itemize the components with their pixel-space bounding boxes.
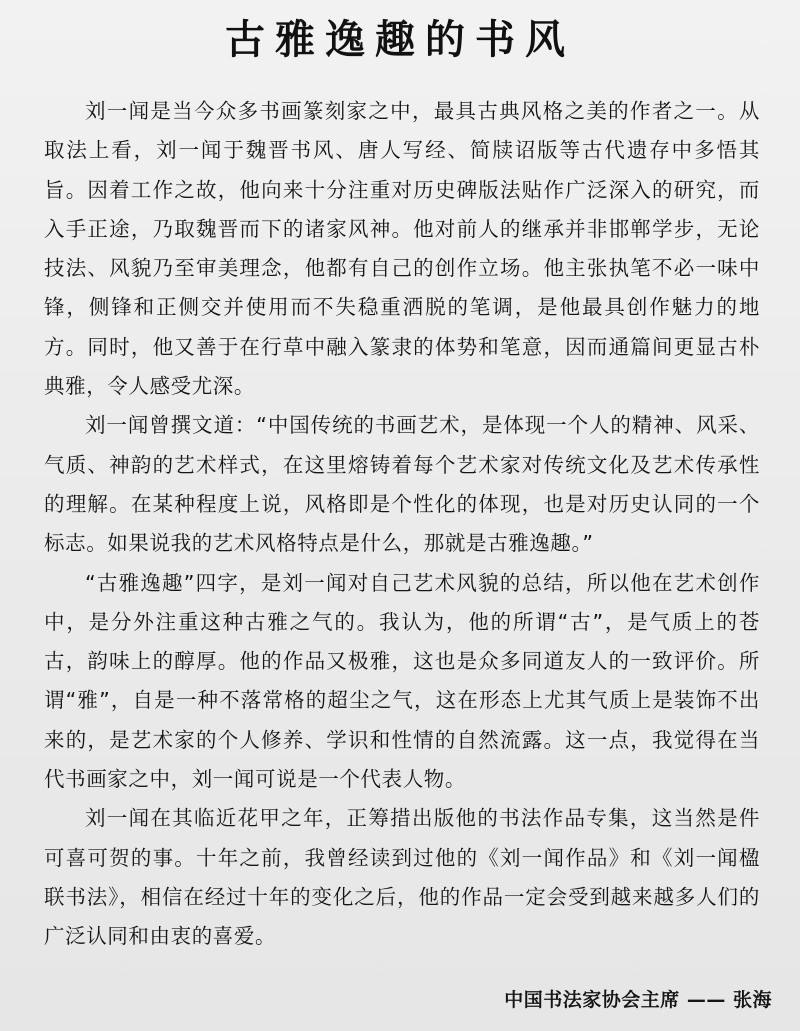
- paragraph-3: “古雅逸趣”四字，是刘一闻对自己艺术风貌的总结，所以他在艺术创作中，是分外注重这种古雅之气的。我认为，他的所谓“古”，是气质上的苍古，韵味上的醇厚。他的作品又极雅，这也是众多同道友人的一致评价。所谓“雅”，自是一种不落常格的超尘之气，这在形态上尤其气质上是装饰不出来的，是艺术家的个人修养、学识和性情的自然流露。这一点，我觉得在当代书画家之中，刘一闻可说是一个代表人物。: [44, 570, 760, 792]
- page-title: 古雅逸趣的书风: [225, 17, 575, 63]
- paragraph-1: 刘一闻是当今众多书画篆刻家之中，最具古典风格之美的作者之一。从取法上看，刘一闻于魏晋书风、唐人写经、简牍诏版等古代遗存中多悟其旨。因着工作之故，他向来十分注重对历史碑版法贴作广泛深入的研究，而入手正途，乃取魏晋而下的诸家风神。他对前人的继承并非邯郸学步，无论技法、风貌乃至审美理念，他都有自己的创作立场。他主张执笔不必一味中锋，侧锋和正侧交并使用而不失稳重洒脱的笔调，是他最具创作魅力的地方。同时，他又善于在行草中融入篆隶的体势和笔意，因而通篇间更显古朴典雅，令人感受尤深。: [44, 99, 760, 399]
- article-body: [44, 92, 760, 957]
- author-signature: 中国书法家协会主席 —— 张海: [504, 989, 772, 1011]
- paragraph-2: 刘一闻曾撰文道：“中国传统的书画艺术，是体现一个人的精神、风采、气质、神韵的艺术样式，在这里熔铸着每个艺术家对传统文化及艺术传承性的理解。在某种程度上说，风格即是个性化的体现，也是对历史认同的一个标志。如果说我的艺术风格特点是什么，那就是古雅逸趣。”: [44, 413, 760, 556]
- paragraph-4: 刘一闻在其临近花甲之年，正筹措出版他的书法作品专集，这当然是件可喜可贺的事。十年之前，我曾经读到过他的《刘一闻作品》和《刘一闻楹联书法》，相信在经过十年的变化之后，他的作品一定会受到越来越多人们的广泛认同和由衷的喜爱。: [44, 806, 760, 949]
